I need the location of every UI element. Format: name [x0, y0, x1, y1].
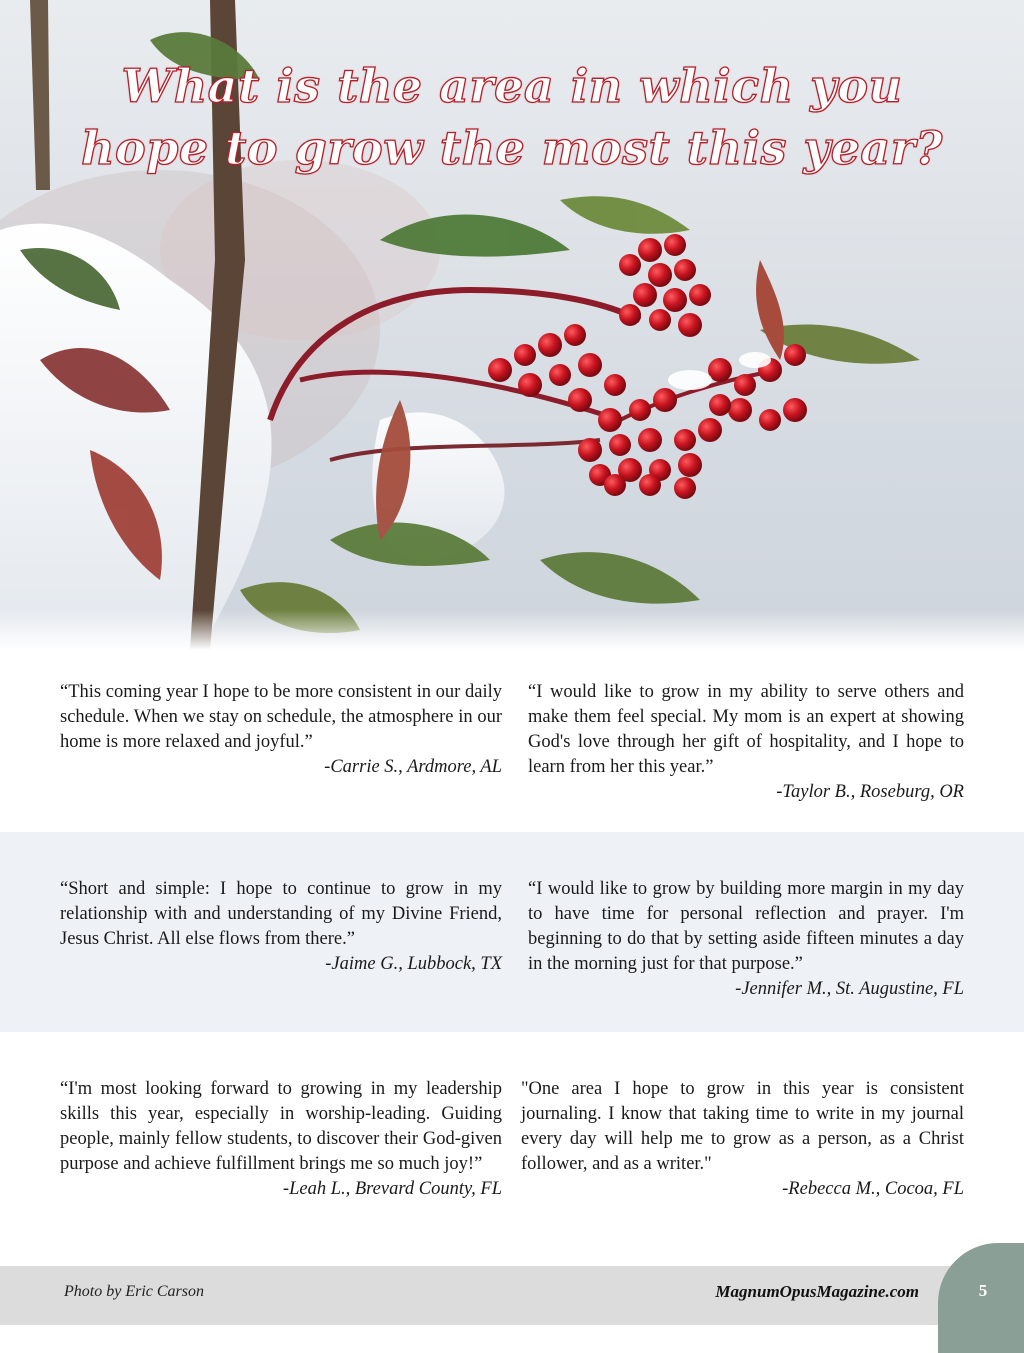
hero-fade: [0, 610, 1024, 650]
headline: [0, 55, 1024, 179]
quote-author: -Jennifer M., St. Augustine, FL: [735, 979, 964, 999]
page-number: 5: [978, 1281, 988, 1300]
photo-credit: Photo by Eric Carson: [64, 1283, 204, 1300]
headline-line-1: What is the area in which you: [121, 59, 903, 113]
quote-author: -Leah L., Brevard County, FL: [282, 1179, 502, 1199]
quote-text: "One area I hope to grow in this year is consistent journaling. I know that taking time to write in my journal every day will help me to grow as a person, as a Christ follower, and as a writer.": [521, 1079, 964, 1174]
headline-line-2: hope to grow the most this year?: [81, 121, 943, 175]
quote-jaime: [60, 877, 502, 977]
quote-author: -Jaime G., Lubbock, TX: [325, 954, 502, 974]
site-url[interactable]: MagnumOpusMagazine.com: [715, 1282, 919, 1301]
quote-text: “I'm most looking forward to growing in my leadership skills this year, especially in worship-leading. Guiding people, mainly fellow students, to discover their God-given purpose and achieve fulfillment brings me so much joy!”: [60, 1079, 502, 1174]
quote-rebecca: [521, 1077, 964, 1202]
hero-photo: [0, 0, 1024, 650]
quote-taylor: [528, 680, 964, 805]
quote-text: “I would like to grow by building more margin in my day to have time for personal reflection and prayer. I'm beginning to do that by setting aside fifteen minutes a day in the morning just for that purpose.”: [528, 879, 964, 974]
quote-text: “I would like to grow in my ability to serve others and make them feel special. My mom is an expert at showing God's love through her gift of hospitality, and I hope to learn from her this year.”: [528, 682, 964, 777]
quote-text: “This coming year I hope to be more consistent in our daily schedule. When we stay on schedule, the atmosphere in our home is more relaxed and joyful.”: [60, 682, 502, 752]
quote-leah: [60, 1077, 502, 1202]
quote-jennifer: [528, 877, 964, 1002]
quote-author: -Taylor B., Roseburg, OR: [776, 782, 964, 802]
quote-text: “Short and simple: I hope to continue to grow in my relationship with and understanding of my Divine Friend, Jesus Christ. All else flows from there.”: [60, 879, 502, 949]
quote-author: -Carrie S., Ardmore, AL: [324, 757, 502, 777]
quote-carrie: [60, 680, 502, 780]
quote-author: -Rebecca M., Cocoa, FL: [782, 1179, 964, 1199]
